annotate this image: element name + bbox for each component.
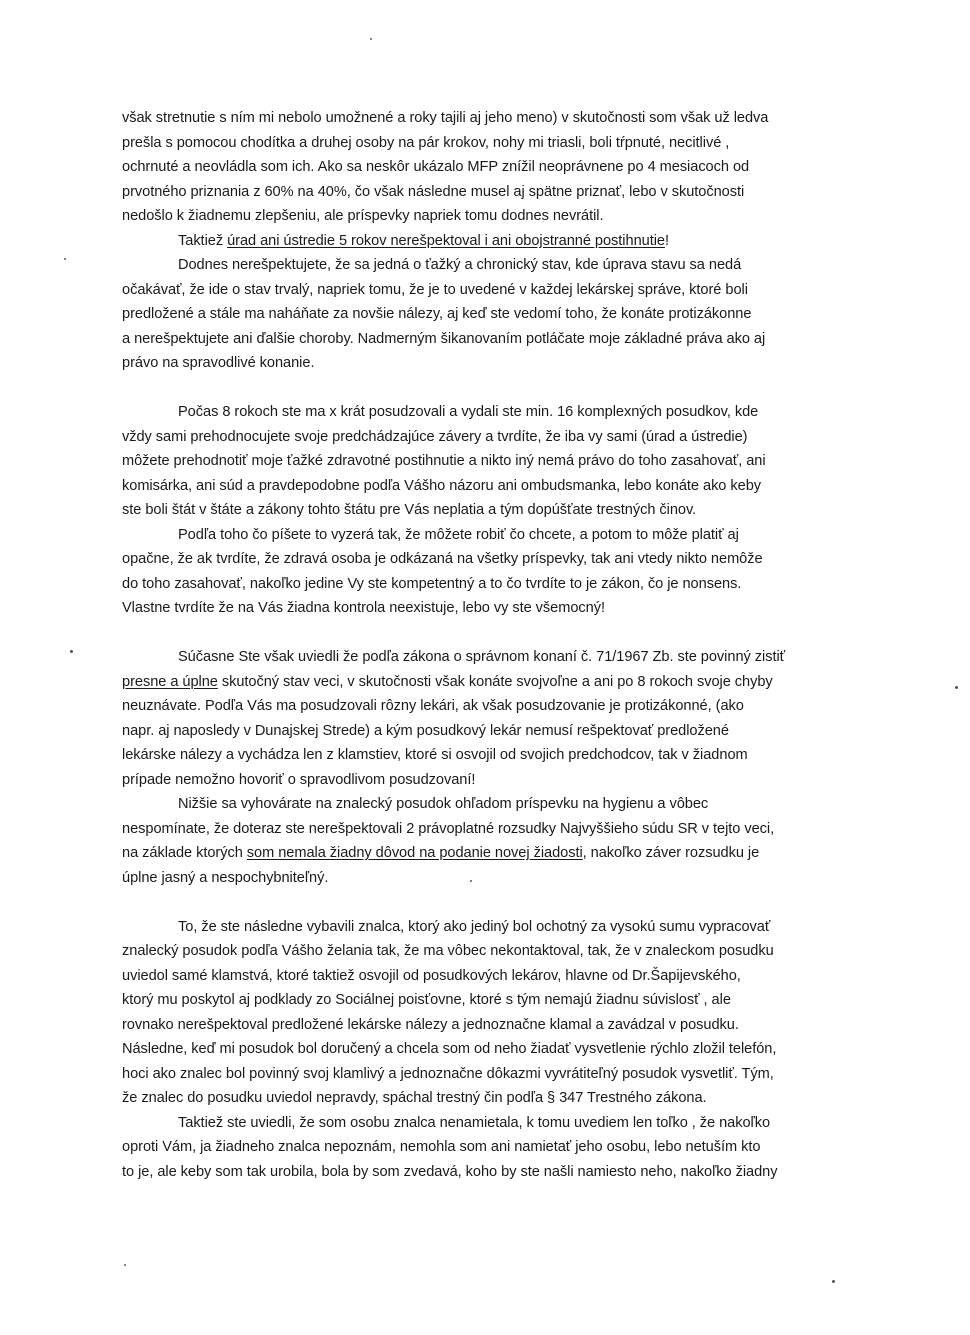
text-line: prípade nemožno hovoriť o spravodlivom posudzovaní! [122,771,476,788]
text-line: ochrnuté a neovládla som ich. Ako sa neskôr ukázalo MFP znížil neoprávnene po 4 mesiacoch od [122,159,750,175]
text-line: Dodnes nerešpektujete, že sa jedná o ťažký a chronický stav, kde úprava stavu sa nedá [178,257,742,273]
text-line: ste boli štát v štáte a zákony tohto štátu pre Vás neplatia a tým dopúšťate trestných činov. [122,502,697,518]
text-line: úplne jasný a nespochybniteľný. [122,869,329,886]
text-line: že znalec do posudku uviedol nepravdy, spáchal trestný čin podľa § 347 Trestného zákona. [122,1090,707,1106]
paragraph-nizsie [122,792,846,890]
text-line: neuznávate. Podľa Vás ma posudzovali rôzny lekári, ak však posudzovanie je protizákonné, (ako [122,698,744,714]
paragraph-taktiez-urad [122,229,846,254]
paragraph-taktiez-ste [122,1111,846,1185]
text-line: ktorý mu poskytol aj podklady zo Sociálnej poisťovne, ktoré s tým nemajú žiadnu súvislosť , ale [122,992,731,1008]
paragraph-gap [122,890,846,915]
text-line: Súčasne Ste však uviedli že podľa zákona o správnom konaní č. 71/1967 Zb. ste povinný zistiť [178,649,786,665]
text-line: oproti Vám, ja žiadneho znalca nepoznám, nemohla som ani namietať jeho osobu, lebo netuším kto [122,1139,761,1155]
scan-speck [64,258,66,260]
text-segment: skutočný stav veci, v skutočnosti však konáte svojvoľne a ani po 8 rokoch svoje chyby [217,673,773,690]
scan-speck [470,880,472,882]
underlined-text: úrad ani ústredie 5 rokov nerešpektoval i ani obojstranné postihnutie [227,232,665,249]
text-line [122,841,846,866]
text-line: do toho zasahovať, nakoľko jedine Vy ste kompetentný a to čo tvrdíte to je zákon, čo je nonsens. [122,575,742,592]
text-line: nedošlo k žiadnemu zlepšeniu, ale príspevky napriek tomu dodnes nevrátil. [122,208,604,224]
text-line: predložené a stále ma naháňate za novšie nálezy, aj keď ste vedomí toho, že konáte protizákonne [122,306,752,322]
text-line: prešla s pomocou chodítka a druhej osoby na pár krokov, nohy mi triasli, boli tŕpnuté, necitlivé , [122,134,730,151]
letter-body [122,106,846,1184]
paragraph-sucasne [122,645,846,792]
text-segment: ! [664,232,669,249]
text-line: To, že ste následne vybavili znalca, ktorý ako jediný bol ochotný za vysokú sumu vypracovať [178,918,771,935]
text-line: lekárske nálezy a vychádza len z klamstiev, ktoré si osvojil od svojich predchodcov, tak v žiadnom [122,747,748,763]
scan-speck [955,686,958,689]
text-line: Následne, keď mi posudok bol doručený a chcela som od neho žiadať vysvetlenie rýchlo zložil telefón, [122,1041,777,1057]
text-line: právo na spravodlivé konanie. [122,355,315,371]
paragraph-gap [122,621,846,646]
paragraph-continuation [122,106,846,229]
scan-speck [370,38,372,40]
text-line: nespomínate, že doteraz ste nerešpektovali 2 právoplatné rozsudky Najvyššieho súdu SR v tejto veci, [122,820,775,837]
text-line: hoci ako znalec bol povinný svoj klamlivý a jednoznačne dôkazmi vyvrátiteľný posudok vysvetliť. Tým, [122,1065,774,1082]
paragraph-gap [122,376,846,401]
paragraph-pocas [122,400,846,523]
text-line: Podľa toho čo píšete to vyzerá tak, že môžete robiť čo chcete, a potom to môže platiť aj [178,526,739,543]
underlined-text: presne a úplne [122,673,218,690]
underlined-text: som nemala žiadny dôvod na podanie novej žiadosti [246,845,583,861]
text-line: môžete prehodnotiť moje ťažké zdravotné postihnutie a nikto iný nemá právo do toho zasahovať, ani [122,453,766,469]
text-line: napr. aj naposledy v Dunajskej Strede) a kým posudkový lekár nemusí rešpektovať predložené [122,722,729,739]
text-line: Vlastne tvrdíte že na Vás žiadna kontrola neexistuje, lebo vy ste všemocný! [122,600,605,616]
paragraph-znalec [122,915,846,1111]
text-line: znalecký posudok podľa Vášho želania tak, že ma vôbec nekontaktoval, tak, že v znaleckom posudku [122,943,774,959]
text-line: vždy sami prehodnocujete svoje predchádzajúce závery a tvrdíte, že iba vy sami (úrad a ústredie) [122,428,748,445]
text-line: Taktiež ste uviedli, že som osobu znalca nenamietala, k tomu uvediem len toľko , že nakoľko [178,1114,771,1131]
text-line: uviedol samé klamstvá, ktoré taktiež osvojil od posudkových lekárov, hlavne od Dr.Šapijevského, [122,967,741,984]
text-segment: na základe ktorých [122,845,247,861]
paragraph-podla-toho [122,523,846,621]
text-line: Nižšie sa vyhovárate na znalecký posudok ohľadom príspevku na hygienu a vôbec [178,796,709,812]
text-line: prvotného priznania z 60% na 40%, čo však následne musel aj spätne priznať, lebo v skutočnosti [122,183,745,200]
scan-speck [70,650,73,653]
text-line: však stretnutie s ním mi nebolo umožnené a roky tajili aj jeho meno) v skutočnosti som však už ledva [122,110,769,126]
scan-speck [832,1280,835,1283]
scan-speck [124,1264,126,1266]
text-line: opačne, že ak tvrdíte, že zdravá osoba je odkázaná na všetky príspevky, tak ani vtedy nikto nemôže [122,551,763,567]
text-line: očakávať, že ide o stav trvalý, napriek tomu, že je to uvedené v každej lekárskej správe, ktoré boli [122,281,748,298]
text-segment: , nakoľko záver rozsudku je [582,845,760,861]
text-line: komisárka, ani súd a pravdepodobne podľa Vášho názoru ani ombudsmanka, lebo konáte ako keby [122,477,762,494]
text-line: Počas 8 rokoch ste ma x krát posudzovali a vydali ste min. 16 komplexných posudkov, kde [178,404,759,420]
paragraph-dodnes [122,253,846,376]
text-segment: Taktiež [178,232,228,249]
text-line: rovnako nerešpektoval predložené lekárske nálezy a jednoznačne klamal a zavádzal v posudku. [122,1016,739,1033]
text-line: a nerešpektujete ani ďalšie choroby. Nadmerným šikanovaním potláčate moje základné práva ako aj [122,330,766,347]
text-line [122,670,846,695]
text-line [122,229,846,254]
text-line: to je, ale keby som tak urobila, bola by som zvedavá, koho by ste našli namiesto neho, nakoľko žiadny [122,1163,778,1180]
